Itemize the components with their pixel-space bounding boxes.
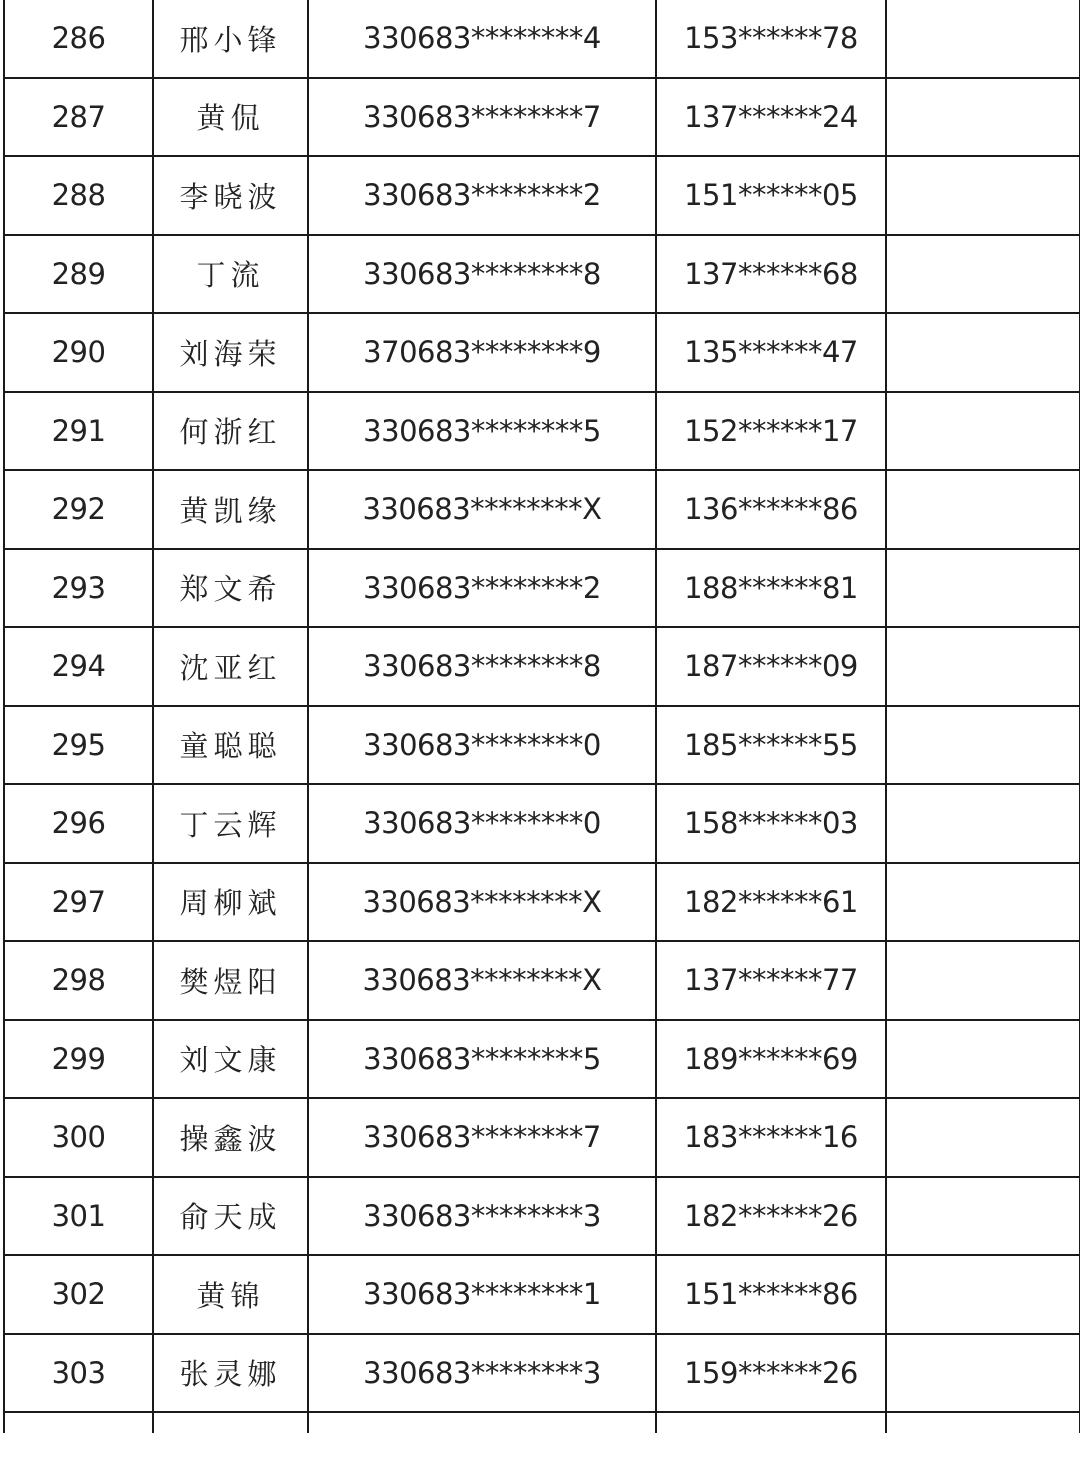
cell-name: 丁流 (153, 235, 308, 314)
cell-id-number: 330683********0 (308, 706, 656, 785)
cell-name: 沈亚红 (153, 627, 308, 706)
cell-phone: 151******86 (656, 1255, 886, 1334)
table-row (4, 1098, 1080, 1177)
cell-number: 288 (4, 156, 153, 235)
cell-note (886, 156, 1080, 235)
cell-number: 303 (4, 1334, 153, 1413)
cell-phone: 158******03 (656, 784, 886, 863)
cell-name: 刘海荣 (153, 313, 308, 392)
table-row (4, 1334, 1080, 1413)
table-row-partial (4, 1412, 1080, 1433)
cell-name: 张灵娜 (153, 1334, 308, 1413)
cell-number: 302 (4, 1255, 153, 1334)
cell-id-number: 330683********7 (308, 78, 656, 157)
cell-id-number: 330683********X (308, 470, 656, 549)
cell-phone: 182******26 (656, 1177, 886, 1256)
cell-note (886, 235, 1080, 314)
cell-note (886, 1255, 1080, 1334)
cell-number: 291 (4, 392, 153, 471)
cell-name: 何浙红 (153, 392, 308, 471)
roster-table (3, 0, 1080, 1433)
cell-name: 丁云辉 (153, 784, 308, 863)
cell-note (886, 470, 1080, 549)
cell-phone: 182******61 (656, 863, 886, 942)
table-row (4, 706, 1080, 785)
cell-phone: 189******69 (656, 1020, 886, 1099)
table-row (4, 0, 1080, 78)
cell-phone (656, 1412, 886, 1433)
table-row (4, 549, 1080, 628)
cell-phone: 135******47 (656, 313, 886, 392)
cell-id-number: 330683********3 (308, 1177, 656, 1256)
cell-number: 292 (4, 470, 153, 549)
cell-phone: 188******81 (656, 549, 886, 628)
cell-phone: 183******16 (656, 1098, 886, 1177)
cell-id-number: 330683********2 (308, 549, 656, 628)
cell-phone: 151******05 (656, 156, 886, 235)
table-row (4, 235, 1080, 314)
cell-note (886, 1020, 1080, 1099)
cell-note (886, 863, 1080, 942)
cell-id-number: 330683********2 (308, 156, 656, 235)
cell-phone: 185******55 (656, 706, 886, 785)
table-row (4, 1177, 1080, 1256)
cell-number: 296 (4, 784, 153, 863)
table-row (4, 156, 1080, 235)
cell-number (4, 1412, 153, 1433)
cell-number: 294 (4, 627, 153, 706)
cell-phone: 159******26 (656, 1334, 886, 1413)
cell-id-number: 330683********1 (308, 1255, 656, 1334)
cell-number: 289 (4, 235, 153, 314)
cell-note (886, 784, 1080, 863)
cell-name: 邢小锋 (153, 0, 308, 78)
cell-name: 郑文希 (153, 549, 308, 628)
cell-id-number: 330683********X (308, 863, 656, 942)
cell-note (886, 941, 1080, 1020)
cell-name: 周柳斌 (153, 863, 308, 942)
cell-note (886, 1098, 1080, 1177)
cell-phone: 152******17 (656, 392, 886, 471)
cell-note (886, 1334, 1080, 1413)
cell-note (886, 627, 1080, 706)
table-row (4, 941, 1080, 1020)
cell-name: 黄侃 (153, 78, 308, 157)
cell-phone: 187******09 (656, 627, 886, 706)
cell-phone: 137******24 (656, 78, 886, 157)
cell-name: 李晓波 (153, 156, 308, 235)
cell-name: 童聪聪 (153, 706, 308, 785)
cell-number: 293 (4, 549, 153, 628)
cell-number: 300 (4, 1098, 153, 1177)
table-row (4, 313, 1080, 392)
cell-id-number (308, 1412, 656, 1433)
table-row (4, 784, 1080, 863)
cell-name: 樊煜阳 (153, 941, 308, 1020)
cell-name: 俞天成 (153, 1177, 308, 1256)
cell-number: 290 (4, 313, 153, 392)
cell-note (886, 313, 1080, 392)
cell-number: 299 (4, 1020, 153, 1099)
cell-note (886, 1412, 1080, 1433)
table-row (4, 392, 1080, 471)
cell-number: 298 (4, 941, 153, 1020)
cell-phone: 137******68 (656, 235, 886, 314)
roster-table-body (4, 0, 1080, 1433)
cell-id-number: 370683********9 (308, 313, 656, 392)
cell-note (886, 392, 1080, 471)
cell-id-number: 330683********5 (308, 392, 656, 471)
table-row (4, 470, 1080, 549)
cell-note (886, 549, 1080, 628)
table-row (4, 1020, 1080, 1099)
cell-number: 287 (4, 78, 153, 157)
cell-phone: 137******77 (656, 941, 886, 1020)
cell-id-number: 330683********4 (308, 0, 656, 78)
cell-note (886, 0, 1080, 78)
cell-id-number: 330683********5 (308, 1020, 656, 1099)
cell-name: 黄锦 (153, 1255, 308, 1334)
cell-name: 刘文康 (153, 1020, 308, 1099)
table-row (4, 863, 1080, 942)
cell-phone: 153******78 (656, 0, 886, 78)
cell-note (886, 1177, 1080, 1256)
cell-id-number: 330683********7 (308, 1098, 656, 1177)
cell-name (153, 1412, 308, 1433)
cell-id-number: 330683********8 (308, 627, 656, 706)
cell-id-number: 330683********X (308, 941, 656, 1020)
cell-id-number: 330683********0 (308, 784, 656, 863)
cell-note (886, 706, 1080, 785)
cell-number: 286 (4, 0, 153, 78)
cell-name: 黄凯缘 (153, 470, 308, 549)
cell-number: 295 (4, 706, 153, 785)
table-row (4, 627, 1080, 706)
cell-id-number: 330683********8 (308, 235, 656, 314)
cell-id-number: 330683********3 (308, 1334, 656, 1413)
cell-name: 操鑫波 (153, 1098, 308, 1177)
cell-phone: 136******86 (656, 470, 886, 549)
cell-number: 301 (4, 1177, 153, 1256)
table-row (4, 1255, 1080, 1334)
cell-note (886, 78, 1080, 157)
table-row (4, 78, 1080, 157)
cell-number: 297 (4, 863, 153, 942)
